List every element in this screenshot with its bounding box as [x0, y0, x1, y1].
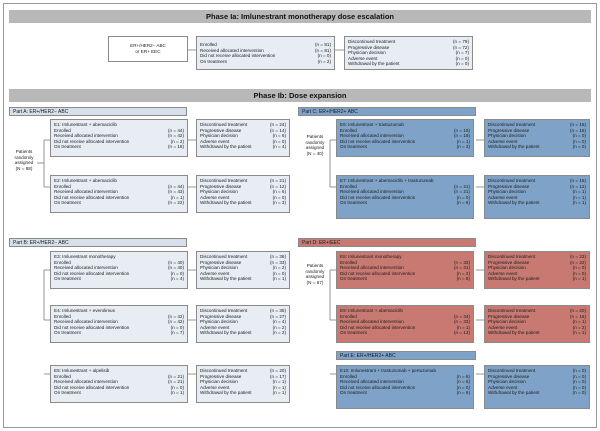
disc-row-label: Physician decision [488, 265, 526, 271]
rl-4: (N = 88) [15, 165, 33, 171]
disc-row-label: Adverse event [200, 384, 230, 390]
p1-enroll-label: Did not receive allocated intervention [200, 53, 276, 59]
disc-row-value: (n = 15) [570, 127, 586, 133]
disc-row-label: Adverse event [488, 194, 518, 200]
disc-row-value: (n = 1) [572, 330, 586, 336]
arm-row-label: Enrolled [54, 373, 71, 379]
rc-3: assigned [305, 145, 325, 151]
disc-e8 [484, 251, 590, 289]
disc-row [488, 276, 586, 282]
disc-row-value: (n = 22) [570, 259, 586, 265]
arm-row-label: Enrolled [340, 127, 357, 133]
arm-row-value: (n = 21) [454, 189, 470, 195]
arm-row-label: On treatment [54, 200, 81, 206]
disc-row-label: Adverse event [200, 324, 230, 330]
disc-row-label: Physician decision [488, 319, 526, 325]
arm-row-value: (n = 0) [170, 270, 184, 276]
arm-e5 [50, 365, 188, 403]
rc-4: (N = 40) [306, 150, 324, 156]
arm-row-value: (n = 1) [170, 390, 184, 396]
disc-row-value: (n = 15) [570, 122, 586, 127]
disc-row-value: (n = 4) [272, 319, 286, 325]
disc-row-label: Progressive disease [200, 127, 242, 133]
arm-row-label: On treatment [54, 276, 81, 282]
disc-row-label: Discontinued treatment [488, 122, 536, 127]
disc-row-value: (n = 2) [272, 330, 286, 336]
disc-row-label: Adverse event [488, 324, 518, 330]
disc-row-label: Adverse event [200, 138, 230, 144]
disc-row-label: Physician decision [488, 189, 526, 195]
part-e-label: Part E: ER+/HER2+ ABC [336, 351, 476, 360]
disc-row [200, 390, 286, 396]
p1-enroll-label: Received allocated intervention [200, 47, 264, 53]
disc-row-value: (n = 20) [270, 368, 286, 373]
disc-row-value: (n = 0) [572, 138, 586, 144]
arm-row-value: (n = 40) [168, 259, 184, 265]
arm-row-label: On treatment [340, 276, 367, 282]
arm-row-value: (n = 2) [456, 270, 470, 276]
p1-enroll-label: On treatment [200, 58, 227, 64]
arm-e4 [50, 305, 188, 343]
disc-row-label: Discontinued treatment [488, 368, 536, 373]
disc-row-label: Withdrawal by the patient [488, 276, 540, 282]
arm-row-label: Did not receive allocated intervention [340, 270, 416, 276]
disc-e5 [196, 365, 290, 403]
disc-row-value: (n = 1) [572, 276, 586, 282]
p1-disc-value: (n = 0) [455, 61, 469, 67]
disc-row-value: (n = 1) [572, 194, 586, 200]
disc-row-label: Withdrawal by the patient [200, 276, 252, 282]
arm-row-label: Received allocated intervention [340, 133, 404, 139]
disc-e10 [484, 365, 590, 409]
disc-row-value: (n = 15) [570, 178, 586, 183]
disc-row-value: (n = 24) [270, 122, 286, 127]
arm-row-value: (n = 34) [454, 313, 470, 319]
disc-row-value: (n = 1) [572, 319, 586, 325]
disc-row-label: Withdrawal by the patient [200, 144, 252, 150]
arm-row-label: Did not receive allocated intervention [340, 194, 416, 200]
arm-row-value: (n = 0) [456, 384, 470, 390]
disc-row-value: (n = 2) [272, 324, 286, 330]
disc-e6 [484, 119, 590, 157]
disc-row-label: Progressive disease [200, 313, 242, 319]
arm-row-label: On treatment [54, 390, 81, 396]
disc-row-value: (n = 1) [572, 189, 586, 195]
disc-row-label: Discontinued treatment [200, 178, 248, 183]
p1-disc-value: (n = 72) [453, 44, 469, 50]
arm-row-value: (n = 1) [170, 194, 184, 200]
rc-1: Patients [306, 134, 324, 139]
arm-row-value: (n = 44) [168, 127, 184, 133]
disc-row-label: Discontinued treatment [488, 308, 536, 313]
arm-row-label: Did not receive allocated intervention [340, 138, 416, 144]
disc-e4 [196, 305, 290, 343]
rd-4: (N = 67) [306, 279, 324, 285]
p1-enroll-value: (n = 2) [317, 58, 331, 64]
disc-row-label: Adverse event [200, 194, 230, 200]
disc-row-value: (n = 33) [270, 259, 286, 265]
rc-2: randomly [305, 139, 325, 145]
disc-row-label: Withdrawal by the patient [488, 330, 540, 336]
phase-ia-discontinuation [344, 36, 473, 70]
p1-disc-value: (n = 79) [453, 39, 469, 44]
p1-enroll-value: (n = 81) [315, 42, 331, 47]
disc-row-label: Adverse event [488, 138, 518, 144]
arm-row-value: (n = 22) [168, 200, 184, 206]
disc-row-value: (n = 0) [572, 133, 586, 139]
disc-row-label: Withdrawal by the patient [488, 144, 540, 150]
disc-row-value: (n = 1) [272, 379, 286, 385]
arm-e6 [336, 119, 474, 157]
arm-row-label: Did not receive allocated intervention [54, 270, 130, 276]
disc-row-label: Progressive disease [488, 183, 530, 189]
disc-row-label: Withdrawal by the patient [200, 390, 252, 396]
arm-row-value: (n = 6) [456, 379, 470, 385]
arm-row-label: On treatment [54, 144, 81, 150]
arm-row-label: On treatment [340, 330, 367, 336]
disc-row-value: (n = 0) [572, 379, 586, 385]
arm-row-value: (n = 21) [168, 373, 184, 379]
disc-row-value: (n = 1) [272, 390, 286, 396]
arm-row-label: Received allocated intervention [54, 189, 118, 195]
arm-e8 [336, 251, 474, 289]
disc-row-label: Adverse event [488, 270, 518, 276]
part-c-label: Part C: ER+/HER2+ ABC [298, 107, 476, 116]
arm-row-label: Did not receive allocated intervention [54, 384, 130, 390]
disc-row-value: (n = 6) [272, 189, 286, 195]
disc-row-value: (n = 1) [272, 276, 286, 282]
arm-row [340, 276, 470, 282]
disc-row-label: Discontinued treatment [488, 178, 536, 183]
arm-row-label: Enrolled [54, 313, 71, 319]
disc-row-value: (n = 6) [272, 133, 286, 139]
disc-row-value: (n = 16) [570, 313, 586, 319]
arm-row-label: Did not receive allocated intervention [340, 324, 416, 330]
phase-ia-population [108, 36, 188, 62]
part-a-label: Part A: ER+/HER2− ABC [9, 107, 187, 116]
population-line2: or ER+ EEC [135, 48, 161, 54]
arm-row-label: Enrolled [340, 313, 357, 319]
part-d-label: Part D: ER+/EEC [298, 238, 476, 247]
arm-e9 [336, 305, 474, 343]
arm-row-value: (n = 18) [168, 144, 184, 150]
arm-row-label: Did not receive allocated intervention [340, 384, 416, 390]
rd-2: randomly [305, 268, 325, 274]
disc-row-label: Physician decision [200, 133, 238, 139]
arm-row [54, 276, 184, 282]
disc-row-label: Progressive disease [488, 259, 530, 265]
disc-row-value: (n = 0) [572, 373, 586, 379]
disc-row-value: (n = 21) [270, 178, 286, 183]
p1-disc-label: Progressive disease [348, 44, 390, 50]
arm-title: E5: Imlunestrant + alpelisib [54, 368, 110, 373]
arm-row-label: Received allocated intervention [340, 319, 404, 325]
rl-3: assigned [14, 160, 34, 166]
p1-enroll-row [200, 59, 331, 65]
arm-row-value: (n = 19) [454, 127, 470, 133]
arm-row-label: Received allocated intervention [340, 189, 404, 195]
disc-row-label: Physician decision [488, 379, 526, 385]
p1-disc-label: Physician decision [348, 50, 386, 56]
p1-disc-row [348, 61, 469, 67]
arm-row-value: (n = 21) [168, 379, 184, 385]
disc-row-value: (n = 0) [572, 390, 586, 396]
disc-row-value: (n = 0) [572, 265, 586, 271]
arm-e7 [336, 175, 474, 219]
arm-row-label: On treatment [340, 144, 367, 150]
disc-row-label: Physician decision [200, 265, 238, 271]
disc-row-value: (n = 36) [270, 254, 286, 259]
disc-row-label: Discontinued treatment [200, 308, 248, 313]
p1-enroll-label: Enrolled [200, 42, 217, 47]
disc-row-value: (n = 17) [270, 373, 286, 379]
arm-row-label: Did not receive allocated intervention [54, 194, 130, 200]
arm-e1 [50, 119, 188, 157]
disc-row-label: Physician decision [200, 319, 238, 325]
rl-2: randomly [14, 154, 34, 160]
arm-title: E9: Imlunestrant + abemaciclib [340, 308, 403, 313]
arm-row [340, 144, 470, 150]
arm-e10 [336, 365, 474, 409]
disc-row-value: (n = 3) [272, 200, 286, 206]
arm-row-value: (n = 3) [456, 144, 470, 150]
arm-title: E4: Imlunestrant + everolimus [54, 308, 115, 313]
disc-e9 [484, 305, 590, 343]
disc-row-label: Discontinued treatment [488, 254, 536, 259]
arm-row-value: (n = 4) [170, 276, 184, 282]
disc-row-value: (n = 0) [272, 270, 286, 276]
p1-disc-label: Adverse event [348, 55, 378, 61]
arm-row-value: (n = 0) [170, 324, 184, 330]
arm-row-value: (n = 0) [170, 384, 184, 390]
disc-row-value: (n = 0) [572, 144, 586, 150]
disc-row-value: (n = 20) [570, 308, 586, 313]
arm-row [340, 390, 470, 396]
p1-enroll-value: (n = 0) [317, 53, 331, 59]
disc-row-label: Progressive disease [200, 183, 242, 189]
disc-row-value: (n = 35) [270, 308, 286, 313]
arm-row-label: Enrolled [54, 127, 71, 133]
arm-row [54, 200, 184, 206]
arm-row-label: Received allocated intervention [54, 133, 118, 139]
disc-row-label: Progressive disease [488, 313, 530, 319]
disc-row [488, 200, 586, 206]
disc-row-value: (n = 0) [572, 270, 586, 276]
p1-disc-value: (n = 7) [455, 50, 469, 56]
arm-row-value: (n = 33) [454, 319, 470, 325]
disc-row-label: Withdrawal by the patient [200, 200, 252, 206]
arm-row-label: On treatment [340, 390, 367, 396]
part-b-label: Part B: ER+/HER2− ABC [9, 238, 187, 247]
p1-disc-label: Discontinued treatment [348, 39, 396, 44]
disc-row-value: (n = 0) [272, 138, 286, 144]
arm-row-label: Did not receive allocated intervention [54, 324, 130, 330]
arm-e3 [50, 251, 188, 289]
arm-row [54, 144, 184, 150]
arm-row-label: Enrolled [340, 259, 357, 265]
arm-row-label: Enrolled [54, 183, 71, 189]
arm-e2 [50, 175, 188, 213]
disc-row-value: (n = 2) [272, 265, 286, 271]
disc-row [200, 276, 286, 282]
disc-row-label: Progressive disease [488, 373, 530, 379]
disc-row-value: (n = 14) [270, 127, 286, 133]
p1-disc-value: (n = 0) [455, 55, 469, 61]
disc-row [200, 144, 286, 150]
arm-title: E6: Imlunestrant + trastuzumab [340, 122, 404, 127]
randomized-c [300, 134, 330, 156]
arm-row [54, 330, 184, 336]
arm-row-label: Enrolled [54, 259, 71, 265]
arm-row-value: (n = 8) [456, 276, 470, 282]
disc-row [488, 330, 586, 336]
p1-disc-label: Withdrawal by the patient [348, 61, 400, 67]
arm-row-value: (n = 7) [170, 330, 184, 336]
phase-ib-title: Phase Ib: Dose expansion [9, 89, 591, 102]
arm-row-value: (n = 42) [168, 133, 184, 139]
arm-row-value: (n = 43) [168, 189, 184, 195]
arm-row-value: (n = 0) [456, 194, 470, 200]
arm-row [340, 330, 470, 336]
disc-row [200, 200, 286, 206]
arm-row-value: (n = 1) [456, 138, 470, 144]
disc-row [488, 390, 586, 396]
arm-row-value: (n = 6) [456, 200, 470, 206]
arm-title: E2: Imlunestrant + abemaciclib [54, 178, 117, 183]
phase-ia-title: Phase Ia: Imlunestrant monotherapy dose escalation [9, 10, 591, 23]
arm-row-value: (n = 42) [168, 313, 184, 319]
arm-row-label: Enrolled [340, 183, 357, 189]
disc-row-value: (n = 2) [572, 324, 586, 330]
arm-row-value: (n = 33) [454, 259, 470, 265]
randomized-d [300, 263, 330, 285]
arm-row-label: Received allocated intervention [340, 379, 404, 385]
arm-row-value: (n = 1) [456, 324, 470, 330]
arm-row-value: (n = 42) [168, 319, 184, 325]
arm-row-value: (n = 40) [168, 265, 184, 271]
arm-row [340, 200, 470, 206]
disc-row-label: Discontinued treatment [200, 368, 248, 373]
disc-row-value: (n = 27) [270, 313, 286, 319]
disc-row-value: (n = 12) [570, 183, 586, 189]
arm-row-value: (n = 6) [456, 390, 470, 396]
disc-row-label: Physician decision [488, 133, 526, 139]
disc-row-label: Discontinued treatment [200, 254, 248, 259]
disc-row-label: Physician decision [200, 379, 238, 385]
arm-row-label: On treatment [54, 330, 81, 336]
disc-row [200, 330, 286, 336]
arm-row-value: (n = 13) [454, 330, 470, 336]
disc-row-value: (n = 0) [572, 384, 586, 390]
rl-1: Patients [15, 149, 33, 154]
rd-1: Patients [306, 263, 324, 268]
population-line1: ER+/HER2− ABC [130, 43, 166, 48]
arm-row-label: Received allocated intervention [340, 265, 404, 271]
disc-row-label: Adverse event [200, 270, 230, 276]
disc-e7 [484, 175, 590, 219]
phase-ia-enrollment [196, 36, 335, 70]
disc-row-label: Withdrawal by the patient [488, 390, 540, 396]
arm-title: E3: Imlunestrant monotherapy [54, 254, 116, 259]
arm-row-value: (n = 44) [168, 183, 184, 189]
arm-title: E8: Imlunestrant monotherapy [340, 254, 402, 259]
disc-row-value: (n = 0) [272, 194, 286, 200]
p1-enroll-value: (n = 81) [315, 47, 331, 53]
disc-row-label: Withdrawal by the patient [488, 200, 540, 206]
disc-row-label: Discontinued treatment [200, 122, 248, 127]
arm-row-value: (n = 21) [454, 183, 470, 189]
arm-title: E10: Imlunestrant + trastuzumab + pertuzumab [340, 368, 437, 373]
disc-row-value: (n = 12) [270, 183, 286, 189]
disc-row-label: Progressive disease [488, 127, 530, 133]
disc-row-label: Progressive disease [200, 373, 242, 379]
disc-row-value: (n = 0) [572, 368, 586, 373]
disc-row-label: Adverse event [488, 384, 518, 390]
disc-e2 [196, 175, 290, 213]
disc-row-value: (n = 1) [572, 200, 586, 206]
disc-e1 [196, 119, 290, 157]
disc-row-value: (n = 4) [272, 144, 286, 150]
arm-row-label: Did not receive allocated intervention [54, 138, 130, 144]
disc-row-label: Physician decision [200, 189, 238, 195]
arm-row-label: Received allocated intervention [54, 319, 118, 325]
arm-title: E1: Imlunestrant + abemaciclib [54, 122, 117, 127]
arm-row-value: (n = 18) [454, 133, 470, 139]
disc-row-label: Withdrawal by the patient [200, 330, 252, 336]
arm-row-value: (n = 31) [454, 265, 470, 271]
disc-e3 [196, 251, 290, 289]
arm-title: E7: Imlunestrant + abemaciclib + trastuzumab [340, 178, 434, 183]
randomized-left [9, 149, 39, 171]
arm-row-value: (n = 6) [456, 373, 470, 379]
disc-row [488, 144, 586, 150]
arm-row-label: On treatment [340, 200, 367, 206]
arm-row-label: Enrolled [340, 373, 357, 379]
arm-row [54, 390, 184, 396]
rd-3: assigned [305, 274, 325, 280]
disc-row-value: (n = 23) [570, 254, 586, 259]
arm-row-label: Received allocated intervention [54, 379, 118, 385]
disc-row-label: Progressive disease [200, 259, 242, 265]
arm-row-label: Received allocated intervention [54, 265, 118, 271]
arm-row-value: (n = 2) [170, 138, 184, 144]
disc-row-value: (n = 1) [272, 384, 286, 390]
